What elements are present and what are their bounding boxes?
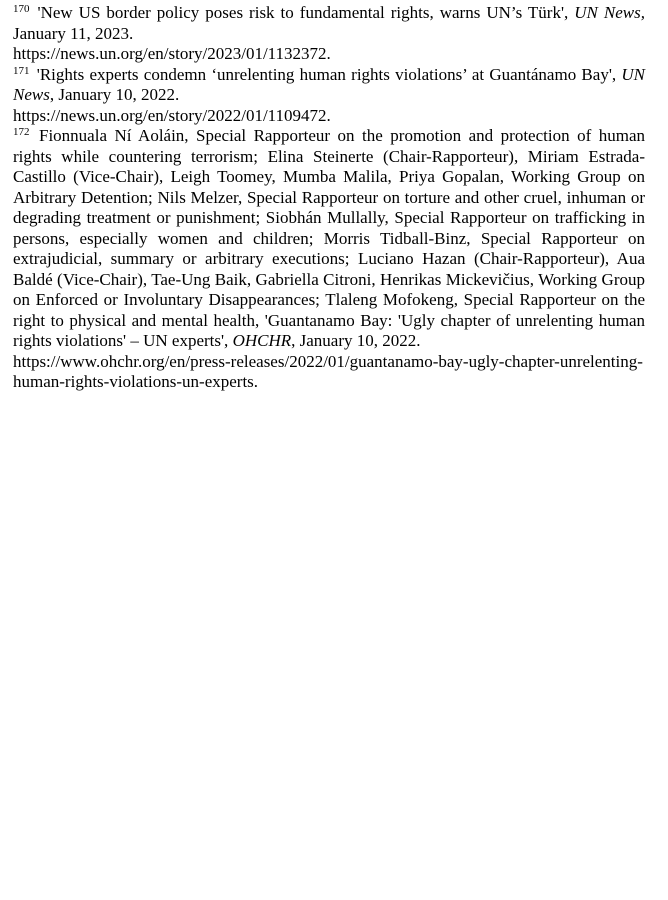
footnote-number: 172	[13, 126, 30, 138]
footnote-url: https://news.un.org/en/story/2022/01/1109472.	[13, 105, 331, 125]
footnote-number: 171	[13, 64, 30, 77]
footnote-url: https://www.ohchr.org/en/press-releases/2022/01/guantanamo-bay-ugly-chapter-unrelenting-human-rights-violations-un-experts.	[13, 351, 643, 391]
footnote-source-name: UN News	[13, 64, 645, 104]
footnotes	[13, 3, 645, 393]
footnote-source-name: OHCHR	[232, 331, 292, 350]
footnote-text: 'New US border policy poses risk to fundamental rights, warns UN’s Türk',	[37, 3, 575, 22]
footnote-170	[13, 3, 645, 65]
footnote-text: Fionnuala Ní Aoláin, Special Rapporteur on the promotion and protection of human rights while countering terrorism; Elina Steinerte (Chair-Rapporteur), Miriam Estrada-Castillo (Vice-Chair), Leigh Toomey, Mumba Malila, Priya Gopalan, Working Group on Arbitrary Detention; Nils Melzer, Special Rapporteur on torture and other cruel, inhuman or degrading treatment or punishment; Siobhán Mullally, Special Rapporteur on trafficking in persons, especially women and children; Morris Tidball-Binz, Special Rapporteur on extrajudicial, summary or arbitrary executions; Luciano Hazan (Chair-Rapporteur), Aua Baldé (Vice-Chair), Tae-Ung Baik, Gabriella Citroni, Henrikas Mickevičius, Working Group on Enforced or Involuntary Disappearances; Tlaleng Mofokeng, Special Rapporteur on the right to physical and mental health, 'Guantanamo Bay: 'Ugly chapter of unrelenting human rights violations' – UN experts',	[13, 126, 645, 350]
footnote-url: https://news.un.org/en/story/2023/01/1132372.	[13, 44, 331, 63]
footnote-172	[13, 126, 645, 393]
footnote-text: , January 10, 2022.	[291, 331, 421, 350]
footnote-text: , January 10, 2022.	[49, 85, 180, 104]
footnote-source-name: UN News,	[574, 3, 645, 22]
footnote-171	[13, 65, 645, 127]
footnote-number: 170	[13, 3, 30, 15]
footnote-text: 'Rights experts condemn ‘unrelenting human rights violations’ at Guantánamo Bay',	[36, 64, 622, 84]
footnote-text: January 11, 2023.	[13, 23, 134, 43]
